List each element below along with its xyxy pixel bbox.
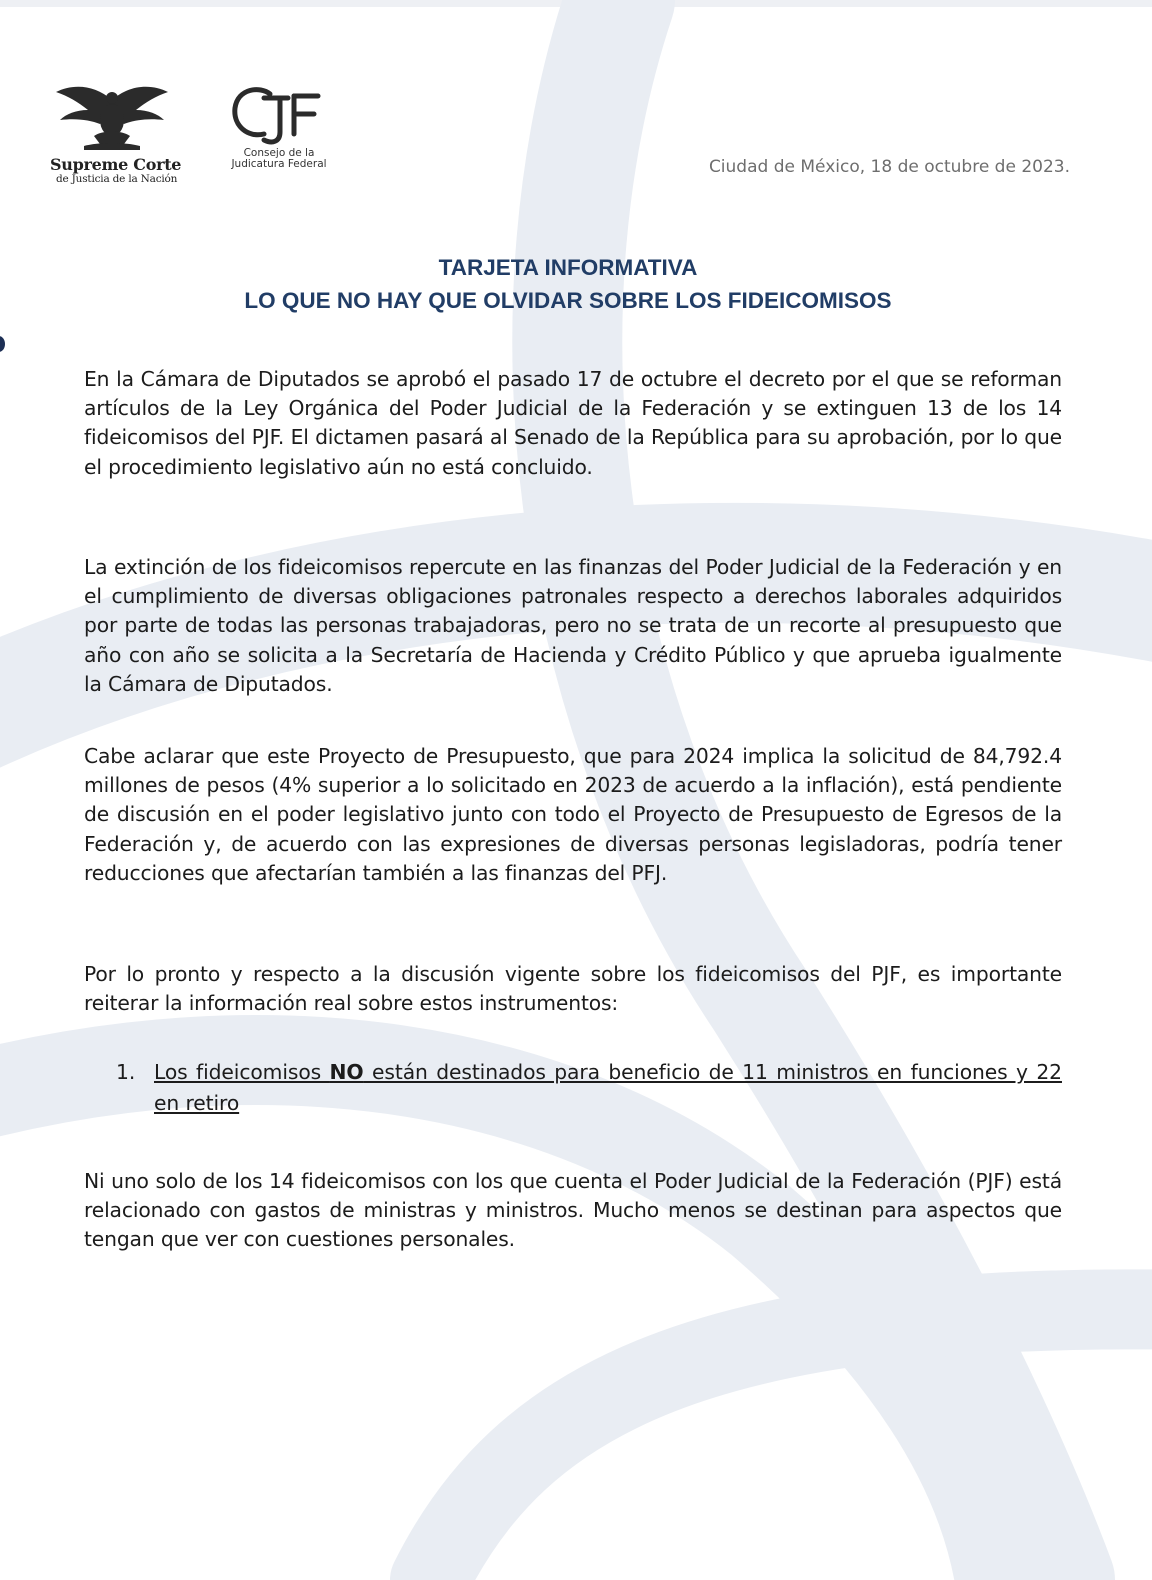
cjf-name-line2: Judicatura Federal	[231, 158, 327, 170]
list-text-after: están destinados para beneficio de 11 ministros en funciones y 22 en retiro	[154, 1060, 1062, 1115]
cjf-name-line1: Consejo de la	[243, 147, 315, 159]
list-text	[154, 1057, 1062, 1119]
list-number: 1.	[116, 1060, 136, 1084]
scjn-logo	[50, 80, 180, 195]
paragraph-2: La extinción de los fideicomisos repercute en las finanzas del Poder Judicial de la Federación y en el cumplimiento de diversas obligaciones patronales respecto a derechos laborales adquiridos por parte de todas las personas trabajadoras, pero no se trata de un recorte al presupuesto que año con año se solicita a la Secretaría de Hacienda y Crédito Público y que aprueba igualmente la Cámara de Diputados.	[84, 555, 1062, 696]
paragraph-4: Por lo pronto y respecto a la discusión vigente sobre los fideicomisos del PJF, es importante reiterar la información real sobre estos instrumentos:	[84, 962, 1062, 1016]
paragraph-5: Ni uno solo de los 14 fideicomisos con los que cuenta el Poder Judicial de la Federación (PJF) está relacionado con gastos de ministras y ministros. Mucho menos se destinan para aspectos que tengan que ver con cuestiones personales.	[84, 1169, 1062, 1252]
cjf-mark-icon	[230, 84, 326, 146]
scjn-name: Supreme Corte	[50, 155, 182, 174]
date-line: Ciudad de México, 18 de octubre de 2023.	[708, 157, 1070, 177]
list-text-bold: NO	[329, 1060, 364, 1084]
title-line2: LO QUE NO HAY QUE OLVIDAR SOBRE LOS FIDEICOMISOS	[244, 288, 892, 313]
scjn-subtitle: de Justicia de la Nación	[56, 173, 178, 185]
paragraph-3: Cabe aclarar que este Proyecto de Presupuesto, que para 2024 implica la solicitud de 84,792.4 millones de pesos (4% superior a lo solicitado en 2023 de acuerdo a la inflación), está pendiente de discusión en el poder legislativo junto con todo el Proyecto de Presupuesto de Egresos de la Federación y, de acuerdo con las expresiones de diversas personas legisladoras, podría tener reducciones que afectarían también a las finanzas del PFJ.	[84, 744, 1062, 885]
list-text-before: Los fideicomisos	[154, 1060, 330, 1084]
title-line1: TARJETA INFORMATIVA	[438, 255, 698, 280]
eagle-seal-icon	[54, 80, 170, 152]
title-block	[0, 251, 1136, 317]
paragraph-1: En la Cámara de Diputados se aprobó el pasado 17 de octubre el decreto por el que se reforman artículos de la Ley Orgánica del Poder Judicial de la Federación y se extinguen 13 de los 14 fideicomisos del PJF. El dictamen pasará al Senado de la República para su aprobación, por lo que el procedimiento legislativo aún no está concluido.	[84, 367, 1062, 479]
cjf-logo	[224, 84, 344, 194]
